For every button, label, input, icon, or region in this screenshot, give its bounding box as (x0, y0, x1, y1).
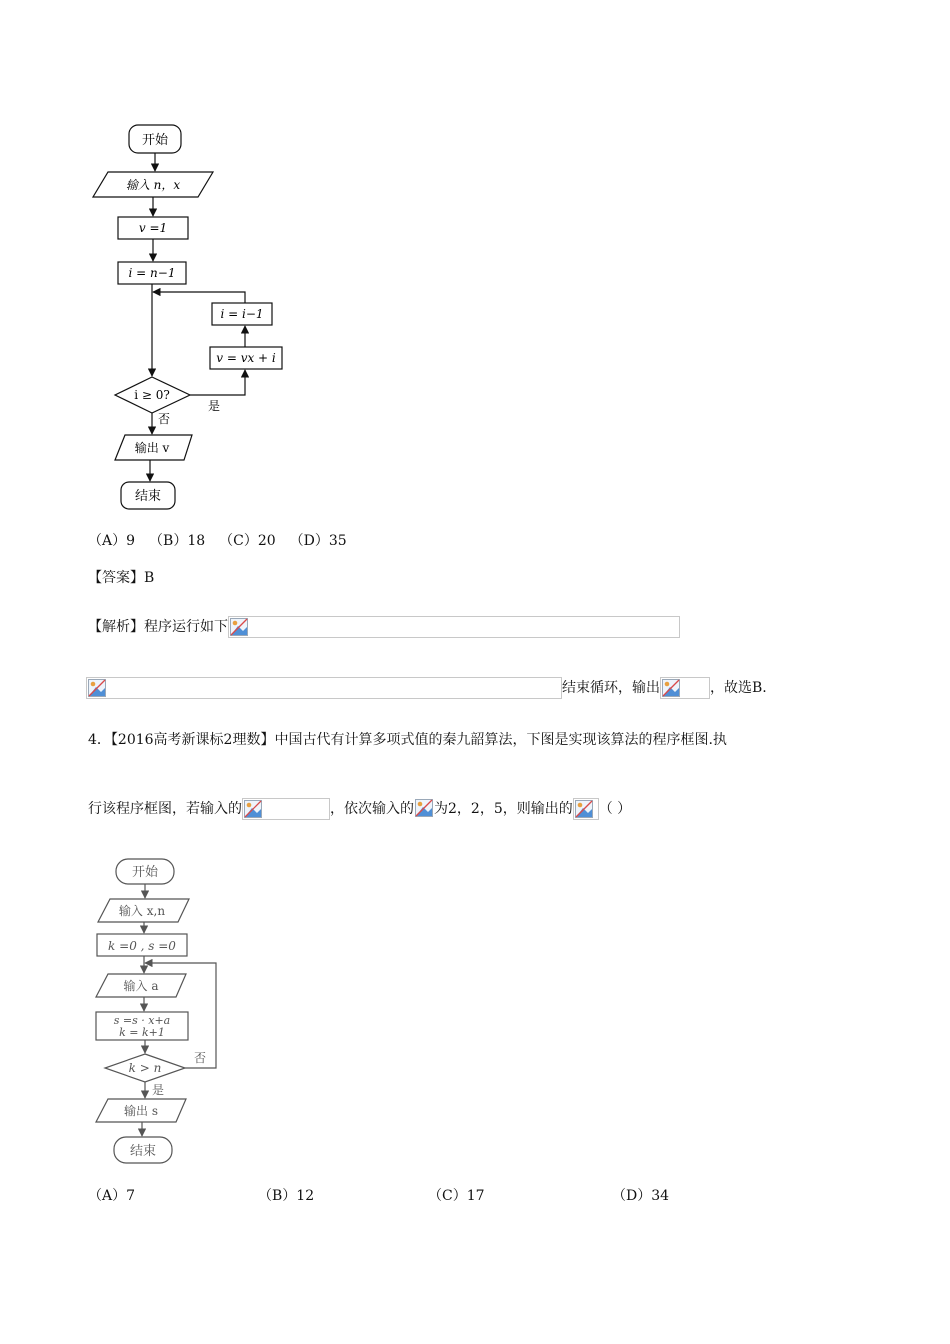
fc1-no-label: 否 (158, 412, 171, 426)
fc2-input: 输入 x,n (118, 904, 166, 918)
fc1-condition: i ≥ 0? (134, 388, 170, 402)
q4-option-c: （C）17 (428, 1188, 485, 1204)
q4-option-d: （D）34 (612, 1188, 670, 1204)
q3-analysis-line2 (86, 677, 767, 699)
fc2-init: k =0 , s =0 (108, 939, 176, 953)
q3-option-a: （A）9 (88, 533, 136, 549)
q3-analysis-suffix-b: ，故选B. (710, 680, 767, 696)
q3-options (88, 531, 347, 551)
fc2-yes-label: 是 (152, 1083, 165, 1097)
fc1-i-init: i = n−1 (128, 266, 176, 280)
fc2-end: 结束 (129, 1144, 157, 1159)
fc1-v-init: v =1 (138, 221, 168, 235)
fc1-input: 输入 n，x (125, 178, 181, 192)
fc2-output: 输出 s (124, 1104, 158, 1118)
q4-option-b: （B）12 (258, 1188, 315, 1204)
fc1-start: 开始 (141, 133, 169, 148)
q3-answer: 【答案】B (88, 570, 155, 586)
fc1-i-dec: i = i−1 (220, 307, 264, 321)
flowchart-1 (80, 115, 310, 515)
q4-line2-c: 为2，2，5，则输出的 (434, 801, 573, 817)
q3-option-d: （D）35 (289, 533, 347, 549)
fc2-update1: s =s · x+a (113, 1014, 171, 1027)
fc2-condition: k > n (128, 1061, 162, 1075)
q3-analysis-suffix-a: 结束循环，输出 (562, 680, 660, 696)
q4-line2-a: 行该程序框图，若输入的 (88, 801, 242, 817)
broken-image-icon (414, 798, 434, 820)
broken-image-icon (86, 677, 562, 699)
fc1-output: 输出 v (134, 441, 170, 455)
fc2-update2: k = k+1 (119, 1026, 165, 1039)
fc2-start: 开始 (131, 865, 159, 880)
q3-option-b: （B）18 (149, 533, 206, 549)
q4-option-a: （A）7 (88, 1188, 136, 1204)
q4-line2-b: ，依次输入的 (330, 801, 414, 817)
q4-line2 (88, 798, 631, 820)
fc2-no-label: 否 (194, 1051, 207, 1065)
q3-analysis-prefix: 【解析】程序运行如下 (88, 619, 228, 635)
broken-image-icon (228, 616, 680, 638)
q3-analysis-line1 (88, 616, 680, 638)
flowchart-2 (90, 850, 230, 1170)
q4-title: 4．【2016高考新课标2理数】中国古代有计算多项式值的秦九韶算法，下图是实现该算法的程序框图.执 (88, 732, 727, 748)
q4-line2-d: （ ） (598, 801, 632, 817)
q3-option-c: （C）20 (219, 533, 276, 549)
broken-image-icon (242, 798, 330, 820)
broken-image-icon (660, 677, 710, 699)
broken-image-icon (573, 798, 599, 820)
fc1-v-update: v = vx + i (216, 351, 276, 365)
fc1-end: 结束 (134, 489, 162, 504)
fc2-input-a: 输入 a (123, 979, 159, 993)
fc1-yes-label: 是 (208, 399, 221, 413)
